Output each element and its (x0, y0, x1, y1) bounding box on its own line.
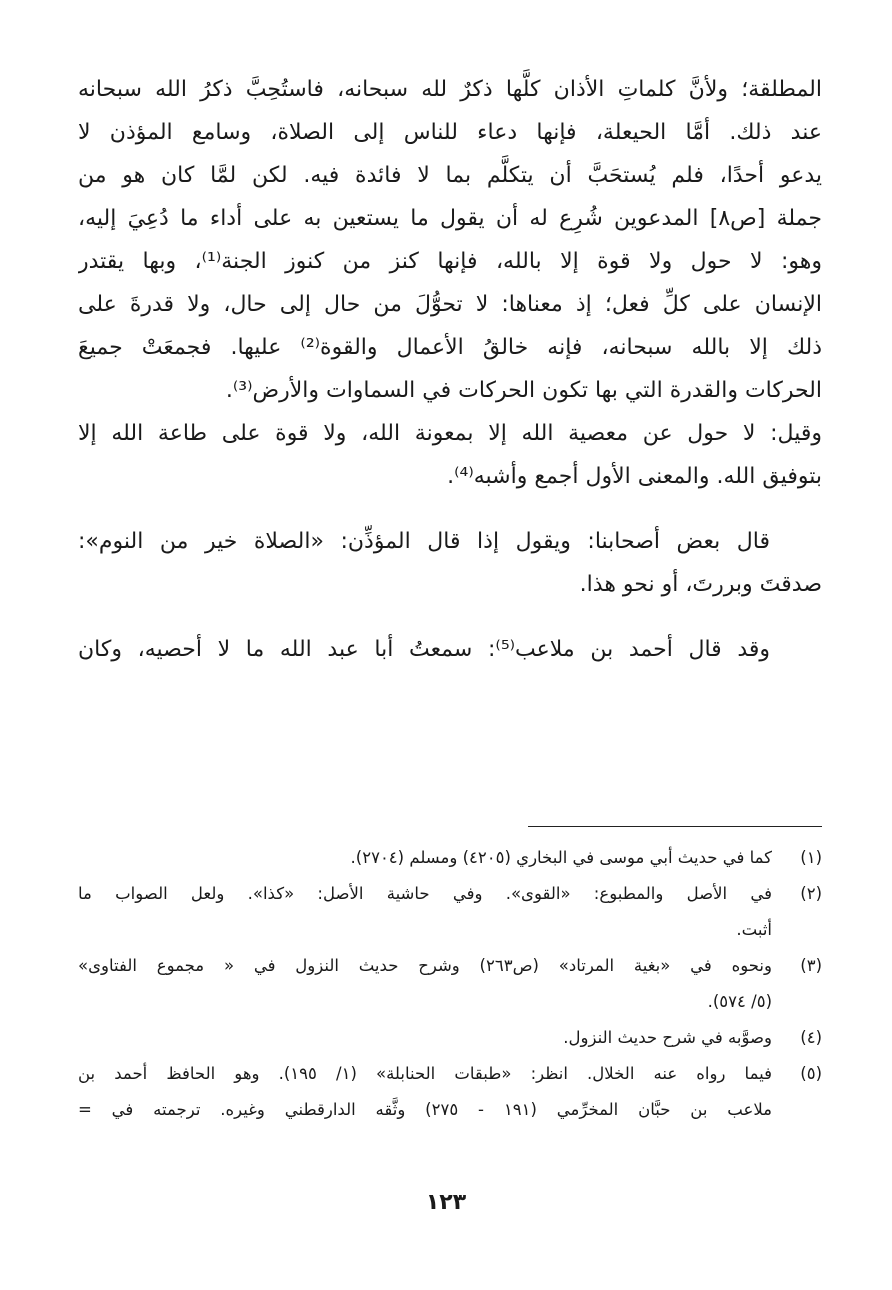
footnote-body (78, 948, 772, 1020)
text-line: ذلك إلا بالله سبحانه، فإنه خالقُ الأعمال والقوة⁽²⁾ عليها. فجمعَتْ جميعَ (78, 335, 822, 360)
text-line: الإنسان على كلِّ فعل؛ إذ معناها: لا تحوُّلَ من حال إلى حال، ولا قدرةَ على (78, 292, 822, 317)
text-line: قال بعض أصحابنا: ويقول إذا قال المؤذِّن: «الصلاة خير من النوم»: (78, 529, 770, 554)
footnote-number: (١) (800, 848, 822, 867)
paragraph-gap (78, 606, 822, 628)
footnote-body (78, 1020, 772, 1056)
text-line: صدقتَ وبررتَ، أو نحو هذا. (579, 572, 822, 597)
footnote (78, 1020, 822, 1056)
text-line: الحركات والقدرة التي بها تكون الحركات في السماوات والأرض⁽³⁾. (225, 378, 822, 403)
footnote-line: (٥/ ٥٧٤). (707, 992, 772, 1011)
main-text (78, 68, 822, 671)
text-line: يدعو أحدًا، فلم يُستحَبَّ أن يتكلَّم بما لا فائدة فيه. لكن لمَّا كان هو من (78, 163, 822, 188)
footnote-number: (٢) (800, 884, 822, 903)
footnote-number: (٥) (800, 1064, 822, 1083)
paragraph-gap (78, 498, 822, 520)
footnote-line: أثبت. (736, 920, 772, 939)
page-number: ١٢٣ (425, 1190, 467, 1215)
footnote-line: ونحوه في «بغية المرتاد» (ص٢٦٣) وشرح حديث النزول في « مجموع الفتاوى» (78, 956, 772, 975)
text-line: المطلقة؛ ولأنَّ كلماتِ الأذان كلَّها ذكرٌ لله سبحانه، فاستُحِبَّ ذكرُ الله سبحانه (78, 77, 822, 102)
footnote-body (78, 876, 772, 948)
text-line: عند ذلك. أمَّا الحيعلة، فإنها دعاء للناس إلى الصلاة، وسامع المؤذن لا (78, 120, 822, 145)
text-line: وهو: لا حول ولا قوة إلا بالله، فإنها كنز من كنوز الجنة⁽¹⁾، وبها يقتدر (78, 249, 822, 274)
text-line: جملة [ص٨] المدعوين شُرِع له أن يقول ما يستعين به على أداء ما دُعِيَ إليه، (78, 206, 822, 231)
footnote-number: (٣) (800, 956, 822, 975)
footnote-line: في الأصل والمطبوع: «القوى». وفي حاشية الأصل: «كذا». ولعل الصواب ما (78, 884, 772, 903)
footnote-number: (٤) (800, 1028, 822, 1047)
footnote-line: كما في حديث أبي موسى في البخاري (٤٢٠٥) ومسلم (٢٧٠٤). (350, 848, 772, 867)
footnote-line: فيما رواه عنه الخلال. انظر: «طبقات الحنابلة» (١/ ١٩٥). وهو الحافظ أحمد بن (78, 1064, 772, 1083)
footnote (78, 948, 822, 1020)
footnote (78, 840, 822, 876)
footnote-line: وصوَّبه في شرح حديث النزول. (563, 1028, 772, 1047)
text-line: وقد قال أحمد بن ملاعب⁽⁵⁾: سمعتُ أبا عبد الله ما لا أحصيه، وكان (78, 637, 771, 662)
footnote (78, 1056, 822, 1128)
text-line: بتوفيق الله. والمعنى الأول أجمع وأشبه⁽⁴⁾. (447, 464, 822, 489)
footnote-separator (528, 826, 822, 827)
footnote (78, 876, 822, 948)
footnotes (78, 840, 822, 1128)
text-line: وقيل: لا حول عن معصية الله إلا بمعونة الله، ولا قوة على طاعة الله إلا (78, 421, 822, 446)
footnote-body (78, 840, 772, 876)
footnote-body (78, 1056, 772, 1128)
footnote-line: ملاعب بن حبَّان المخرِّمي (١٩١ - ٢٧٥) وثَّقه الدارقطني وغيره. ترجمته في = (78, 1100, 772, 1119)
